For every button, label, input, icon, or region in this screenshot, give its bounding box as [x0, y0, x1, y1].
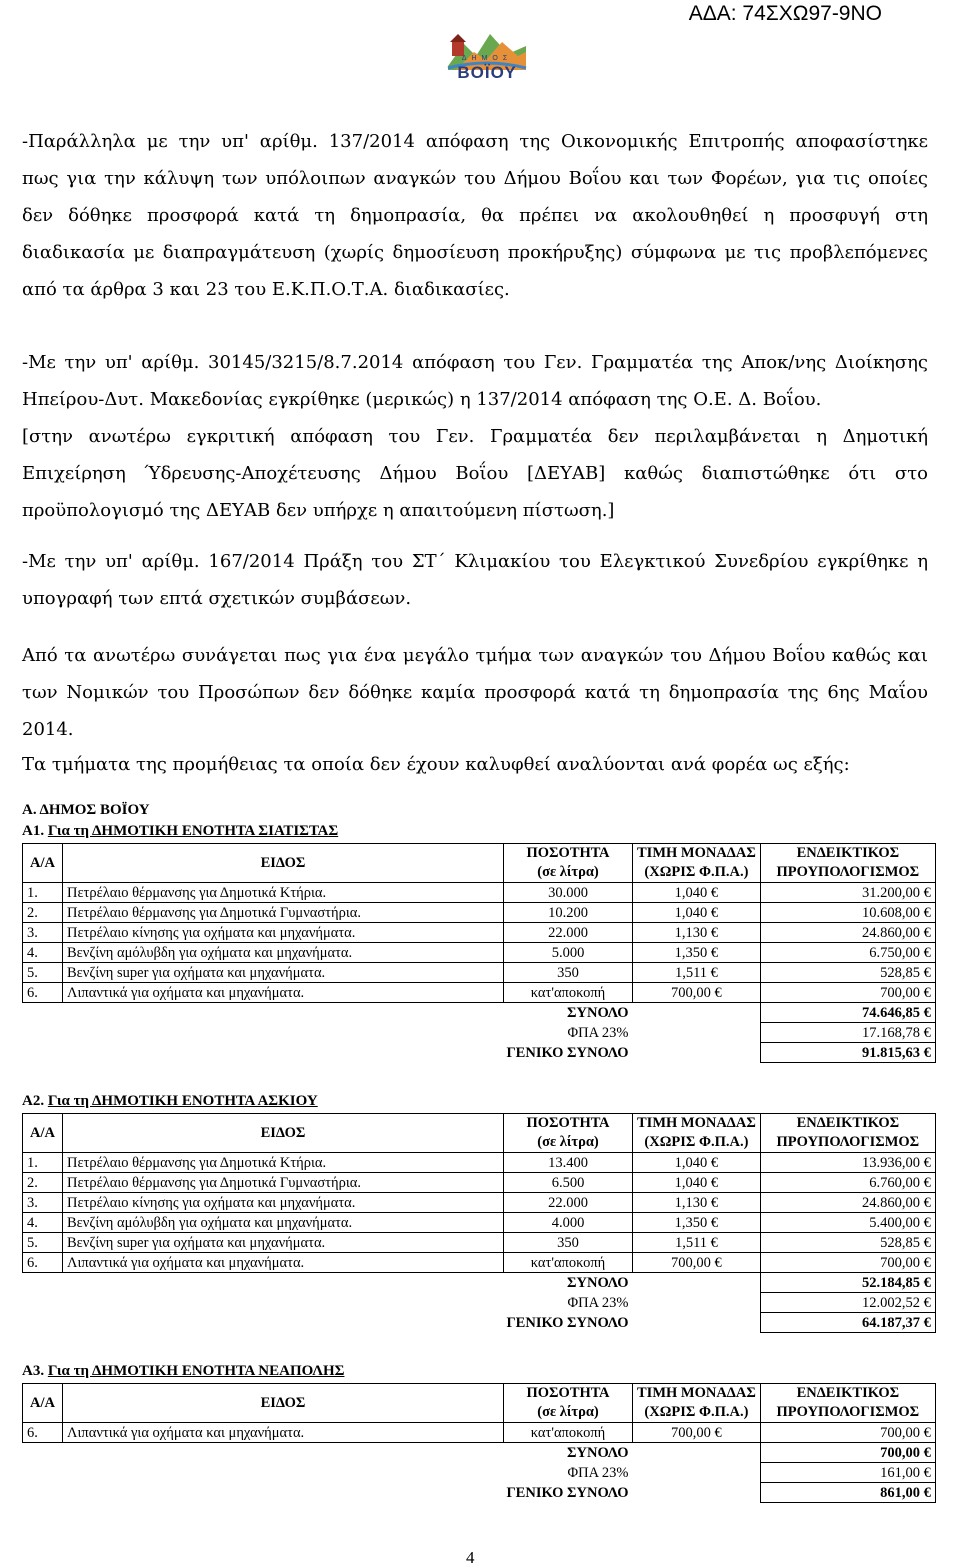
- grand-total-row: [23, 1043, 936, 1063]
- text-line: δεν δόθηκε προσφορά κατά τη δημοπρασία, θα πρέπει να ακολουθηθεί η προσφυγή στη: [22, 205, 928, 226]
- header-item: ΕΙΔΟΣ: [63, 1384, 504, 1423]
- row-unit-price: 1,350 €: [633, 1213, 761, 1233]
- page-number: 4: [466, 1548, 475, 1567]
- table-row: [23, 903, 936, 923]
- header-item: ΕΙΔΟΣ: [63, 844, 504, 883]
- paragraph-intro-tables: [22, 746, 928, 783]
- header-aa: Α/Α: [23, 844, 63, 883]
- header-budget-line2: ΠΡΟΥΠΟΛΟΓΙΣΜΟΣ: [776, 864, 920, 880]
- section-title-text: Για τη ΔΗΜΟΤΙΚΗ ΕΝΟΤΗΤΑ ΣΙΑΤΙΣΤΑΣ: [47, 823, 339, 839]
- table-row: [23, 883, 936, 903]
- table-row: [23, 1423, 936, 1443]
- vat-row-label: ΦΠΑ 23%: [567, 1024, 629, 1041]
- total-row: [23, 1003, 936, 1023]
- total-row-spacer: [633, 1443, 761, 1463]
- row-unit-price: 700,00 €: [633, 1253, 761, 1273]
- header-budget: [760, 844, 935, 883]
- paragraph-decision-137: [22, 123, 928, 308]
- vat-row-value: 161,00 €: [760, 1463, 935, 1483]
- header-unit-price: [633, 1384, 761, 1423]
- row-budget: 700,00 €: [760, 983, 935, 1003]
- row-item: Λιπαντικά για οχήματα και μηχανήματα.: [63, 983, 504, 1003]
- row-budget: 10.608,00 €: [760, 903, 935, 923]
- row-item: Πετρέλαιο κίνησης για οχήματα και μηχανήματα.: [63, 1193, 504, 1213]
- row-item: Βενζίνη αμόλυβδη για οχήματα και μηχανήματα.: [63, 1213, 504, 1233]
- row-quantity: κατ'αποκοπή: [504, 1253, 633, 1273]
- row-item: Πετρέλαιο θέρμανσης για Δημοτικά Κτήρια.: [63, 883, 504, 903]
- row-item: Πετρέλαιο θέρμανσης για Δημοτικά Κτήρια.: [63, 1153, 504, 1173]
- header-quantity-line2: (σε λίτρα): [537, 1134, 599, 1150]
- ada-code: ΑΔΑ: 74ΣΧΩ97-9ΝΟ: [688, 2, 882, 25]
- row-unit-price: 700,00 €: [633, 983, 761, 1003]
- table-header-row: [23, 1114, 936, 1153]
- grand-total-row-spacer: [633, 1043, 761, 1063]
- header-item: ΕΙΔΟΣ: [63, 1114, 504, 1153]
- total-row-spacer: [633, 1273, 761, 1293]
- section-prefix: Α1.: [22, 823, 48, 839]
- header-quantity-line2: (σε λίτρα): [537, 864, 599, 880]
- row-quantity: 22.000: [504, 1193, 633, 1213]
- row-quantity: 22.000: [504, 923, 633, 943]
- grand-total-row-spacer: [633, 1483, 761, 1503]
- row-item: Πετρέλαιο κίνησης για οχήματα και μηχανήματα.: [63, 923, 504, 943]
- row-quantity: 4.000: [504, 1213, 633, 1233]
- section-prefix: Α2.: [22, 1093, 48, 1109]
- header-price-line1: ΤΙΜΗ ΜΟΝΑΔΑΣ: [637, 845, 756, 861]
- row-number: 5.: [23, 1233, 63, 1253]
- text-line: -Με την υπ' αρίθμ. 167/2014 Πράξη του ΣΤ΄ Κλιμακίου του Ελεγκτικού Συνεδρίου εγκρίθηκε η: [22, 551, 928, 572]
- table-row: [23, 1193, 936, 1213]
- text-line: προϋπολογισμό της ΔΕΥΑΒ δεν υπήρχε η απαιτούμενη πίστωση.]: [22, 500, 615, 521]
- vat-row: [23, 1023, 936, 1043]
- row-budget: 31.200,00 €: [760, 883, 935, 903]
- row-quantity: 13.400: [504, 1153, 633, 1173]
- text-line: υπογραφή των επτά σχετικών συμβάσεων.: [22, 588, 412, 609]
- row-number: 1.: [23, 1153, 63, 1173]
- header-quantity: [504, 844, 633, 883]
- text-line: από τα άρθρα 3 και 23 του Ε.Κ.Π.Ο.Τ.Α. διαδικασίες.: [22, 279, 510, 300]
- paragraph-conclusion: [22, 637, 928, 748]
- vat-row-value: 12.002,52 €: [760, 1293, 935, 1313]
- table-row: [23, 1253, 936, 1273]
- section-title-text: Για τη ΔΗΜΟΤΙΚΗ ΕΝΟΤΗΤΑ ΝΕΑΠΟΛΗΣ: [47, 1363, 345, 1379]
- grand-total-row-value: 861,00 €: [760, 1483, 935, 1503]
- grand-total-row-label: ΓΕΝΙΚΟ ΣΥΝΟΛΟ: [506, 1314, 629, 1331]
- text-line: διαδικασία με διαπραγμάτευση (χωρίς δημοσίευση προκήρυξης) σύμφωνα με τις προβλεπόμενες: [22, 242, 928, 263]
- text-line: Επιχείρηση Ύδρευσης-Αποχέτευσης Δήμου Βοΐου [ΔΕΥΑΒ] καθώς διαπιστώθηκε ότι στο: [22, 463, 928, 484]
- section-heading-dimos: Α. ΔΗΜΟΣ ΒΟΪΟΥ: [22, 802, 150, 818]
- total-row: [23, 1443, 936, 1463]
- header-price-line2: (ΧΩΡΙΣ Φ.Π.Α.): [644, 864, 749, 880]
- grand-total-row: [23, 1483, 936, 1503]
- vat-row: [23, 1463, 936, 1483]
- row-unit-price: 1,511 €: [633, 963, 761, 983]
- grand-total-row-value: 64.187,37 €: [760, 1313, 935, 1333]
- row-budget: 6.750,00 €: [760, 943, 935, 963]
- row-number: 5.: [23, 963, 63, 983]
- row-unit-price: 1,040 €: [633, 903, 761, 923]
- paragraph-court-approval: [22, 543, 928, 617]
- row-unit-price: 1,040 €: [633, 883, 761, 903]
- row-number: 3.: [23, 923, 63, 943]
- paragraph-decision-30145: [22, 344, 928, 418]
- row-item: Πετρέλαιο θέρμανσης για Δημοτικά Γυμναστήρια.: [63, 1173, 504, 1193]
- header-price-line1: ΤΙΜΗ ΜΟΝΑΔΑΣ: [637, 1385, 756, 1401]
- grand-total-row-label: ΓΕΝΙΚΟ ΣΥΝΟΛΟ: [506, 1044, 629, 1061]
- grand-total-row: [23, 1313, 936, 1333]
- header-unit-price: [633, 1114, 761, 1153]
- vat-row-spacer: [633, 1463, 761, 1483]
- vat-row-value: 17.168,78 €: [760, 1023, 935, 1043]
- total-row-spacer: [633, 1003, 761, 1023]
- row-number: 6.: [23, 983, 63, 1003]
- row-item: Βενζίνη super για οχήματα και μηχανήματα.: [63, 1233, 504, 1253]
- header-budget-line1: ΕΝΔΕΙΚΤΙΚΟΣ: [796, 1385, 900, 1401]
- vat-row-label: ΦΠΑ 23%: [567, 1464, 629, 1481]
- row-budget: 528,85 €: [760, 963, 935, 983]
- row-quantity: 5.000: [504, 943, 633, 963]
- header-budget-line1: ΕΝΔΕΙΚΤΙΚΟΣ: [796, 845, 900, 861]
- row-quantity: 30.000: [504, 883, 633, 903]
- vat-row-label: ΦΠΑ 23%: [567, 1294, 629, 1311]
- row-item: Λιπαντικά για οχήματα και μηχανήματα.: [63, 1423, 504, 1443]
- row-item: Βενζίνη super για οχήματα και μηχανήματα.: [63, 963, 504, 983]
- paragraph-deyav-note: [22, 418, 928, 529]
- cost-table: [22, 1383, 936, 1503]
- header-budget: [760, 1384, 935, 1423]
- grand-total-row-spacer: [633, 1313, 761, 1333]
- row-number: 2.: [23, 903, 63, 923]
- row-budget: 5.400,00 €: [760, 1213, 935, 1233]
- header-budget-line2: ΠΡΟΥΠΟΛΟΓΙΣΜΟΣ: [776, 1404, 920, 1420]
- header-quantity-line1: ΠΟΣΟΤΗΤΑ: [526, 1385, 610, 1401]
- row-number: 6.: [23, 1423, 63, 1443]
- header-budget-line2: ΠΡΟΥΠΟΛΟΓΙΣΜΟΣ: [776, 1134, 920, 1150]
- row-item: Λιπαντικά για οχήματα και μηχανήματα.: [63, 1253, 504, 1273]
- header-price-line2: (ΧΩΡΙΣ Φ.Π.Α.): [644, 1134, 749, 1150]
- row-number: 2.: [23, 1173, 63, 1193]
- row-budget: 6.760,00 €: [760, 1173, 935, 1193]
- row-item: Πετρέλαιο θέρμανσης για Δημοτικά Γυμναστήρια.: [63, 903, 504, 923]
- total-row-label: ΣΥΝΟΛΟ: [567, 1274, 629, 1291]
- row-quantity: κατ'αποκοπή: [504, 983, 633, 1003]
- text-line: πως για την κάλυψη των υπόλοιπων αναγκών του Δήμου Βοΐου και των Φορέων, για τις οποίες: [22, 168, 928, 189]
- row-number: 4.: [23, 943, 63, 963]
- row-quantity: κατ'αποκοπή: [504, 1423, 633, 1443]
- text-line: των Νομικών του Προσώπων δεν δόθηκε καμία προσφορά κατά τη δημοπρασία της 6ης Μαΐου: [22, 682, 928, 703]
- row-budget: 24.860,00 €: [760, 923, 935, 943]
- row-unit-price: 1,511 €: [633, 1233, 761, 1253]
- row-quantity: 10.200: [504, 903, 633, 923]
- section-title: [22, 1363, 344, 1380]
- table-row: [23, 923, 936, 943]
- row-unit-price: 1,130 €: [633, 1193, 761, 1213]
- header-aa: Α/Α: [23, 1384, 63, 1423]
- row-budget: 700,00 €: [760, 1253, 935, 1273]
- vat-row: [23, 1293, 936, 1313]
- total-row-value: 52.184,85 €: [760, 1273, 935, 1293]
- text-line: -Με την υπ' αρίθμ. 30145/3215/8.7.2014 απόφαση του Γεν. Γραμματέα της Αποκ/νης Διοίκησης: [22, 352, 928, 373]
- row-unit-price: 1,350 €: [633, 943, 761, 963]
- vat-row-spacer: [633, 1023, 761, 1043]
- table-row: [23, 1153, 936, 1173]
- header-aa: Α/Α: [23, 1114, 63, 1153]
- header-price-line2: (ΧΩΡΙΣ Φ.Π.Α.): [644, 1404, 749, 1420]
- total-row-label: ΣΥΝΟΛΟ: [567, 1444, 629, 1461]
- text-line: Από τα ανωτέρω συνάγεται πως για ένα μεγάλο τμήμα των αναγκών του Δήμου Βοΐου καθώς και: [22, 645, 928, 666]
- table-header-row: [23, 844, 936, 883]
- table-header-row: [23, 1384, 936, 1423]
- section-title-text: Για τη ΔΗΜΟΤΙΚΗ ΕΝΟΤΗΤΑ ΑΣΚΙΟΥ: [47, 1093, 318, 1109]
- header-quantity-line1: ΠΟΣΟΤΗΤΑ: [526, 1115, 610, 1131]
- section-title: [22, 1093, 318, 1110]
- total-row-label: ΣΥΝΟΛΟ: [567, 1004, 629, 1021]
- header-price-line1: ΤΙΜΗ ΜΟΝΑΔΑΣ: [637, 1115, 756, 1131]
- table-row: [23, 1233, 936, 1253]
- row-quantity: 350: [504, 963, 633, 983]
- row-item: Βενζίνη αμόλυβδη για οχήματα και μηχανήματα.: [63, 943, 504, 963]
- text-line: -Παράλληλα με την υπ' αρίθμ. 137/2014 απόφαση της Οικονομικής Επιτροπής αποφασίστηκε: [22, 131, 928, 152]
- text-line: Ηπείρου-Δυτ. Μακεδονίας εγκρίθηκε (μερικώς) η 137/2014 απόφαση της Ο.Ε. Δ. Βοΐου.: [22, 389, 822, 410]
- table-row: [23, 1173, 936, 1193]
- row-number: 6.: [23, 1253, 63, 1273]
- text-line: Τα τμήματα της προμήθειας τα οποία δεν έχουν καλυφθεί αναλύονται ανά φορέα ως εξής:: [22, 754, 850, 775]
- row-number: 1.: [23, 883, 63, 903]
- header-quantity: [504, 1114, 633, 1153]
- grand-total-row-value: 91.815,63 €: [760, 1043, 935, 1063]
- row-unit-price: 1,040 €: [633, 1153, 761, 1173]
- cost-table: [22, 843, 936, 1063]
- total-row-value: 700,00 €: [760, 1443, 935, 1463]
- header-quantity-line2: (σε λίτρα): [537, 1404, 599, 1420]
- row-number: 4.: [23, 1213, 63, 1233]
- table-row: [23, 963, 936, 983]
- header-quantity: [504, 1384, 633, 1423]
- row-budget: 24.860,00 €: [760, 1193, 935, 1213]
- total-row-value: 74.646,85 €: [760, 1003, 935, 1023]
- header-budget-line1: ΕΝΔΕΙΚΤΙΚΟΣ: [796, 1115, 900, 1131]
- grand-total-row-label: ΓΕΝΙΚΟ ΣΥΝΟΛΟ: [506, 1484, 629, 1501]
- table-row: [23, 1213, 936, 1233]
- header-quantity-line1: ΠΟΣΟΤΗΤΑ: [526, 845, 610, 861]
- cost-table: [22, 1113, 936, 1333]
- logo-name: ΒΟΪΟΥ: [457, 63, 517, 82]
- logo-subtitle: ΔΗΜΟΣ: [461, 55, 513, 62]
- text-line: 2014.: [22, 719, 74, 740]
- row-budget: 700,00 €: [760, 1423, 935, 1443]
- header-budget: [760, 1114, 935, 1153]
- table-row: [23, 983, 936, 1003]
- header-unit-price: [633, 844, 761, 883]
- row-budget: 528,85 €: [760, 1233, 935, 1253]
- row-unit-price: 700,00 €: [633, 1423, 761, 1443]
- row-budget: 13.936,00 €: [760, 1153, 935, 1173]
- table-row: [23, 943, 936, 963]
- text-line: [στην ανωτέρω εγκριτική απόφαση του Γεν. Γραμματέα δεν περιλαμβάνεται η Δημοτική: [22, 426, 928, 447]
- section-title: [22, 823, 338, 840]
- total-row: [23, 1273, 936, 1293]
- row-quantity: 350: [504, 1233, 633, 1253]
- section-prefix: Α3.: [22, 1363, 48, 1379]
- vat-row-spacer: [633, 1293, 761, 1313]
- row-number: 3.: [23, 1193, 63, 1213]
- row-quantity: 6.500: [504, 1173, 633, 1193]
- row-unit-price: 1,130 €: [633, 923, 761, 943]
- row-unit-price: 1,040 €: [633, 1173, 761, 1193]
